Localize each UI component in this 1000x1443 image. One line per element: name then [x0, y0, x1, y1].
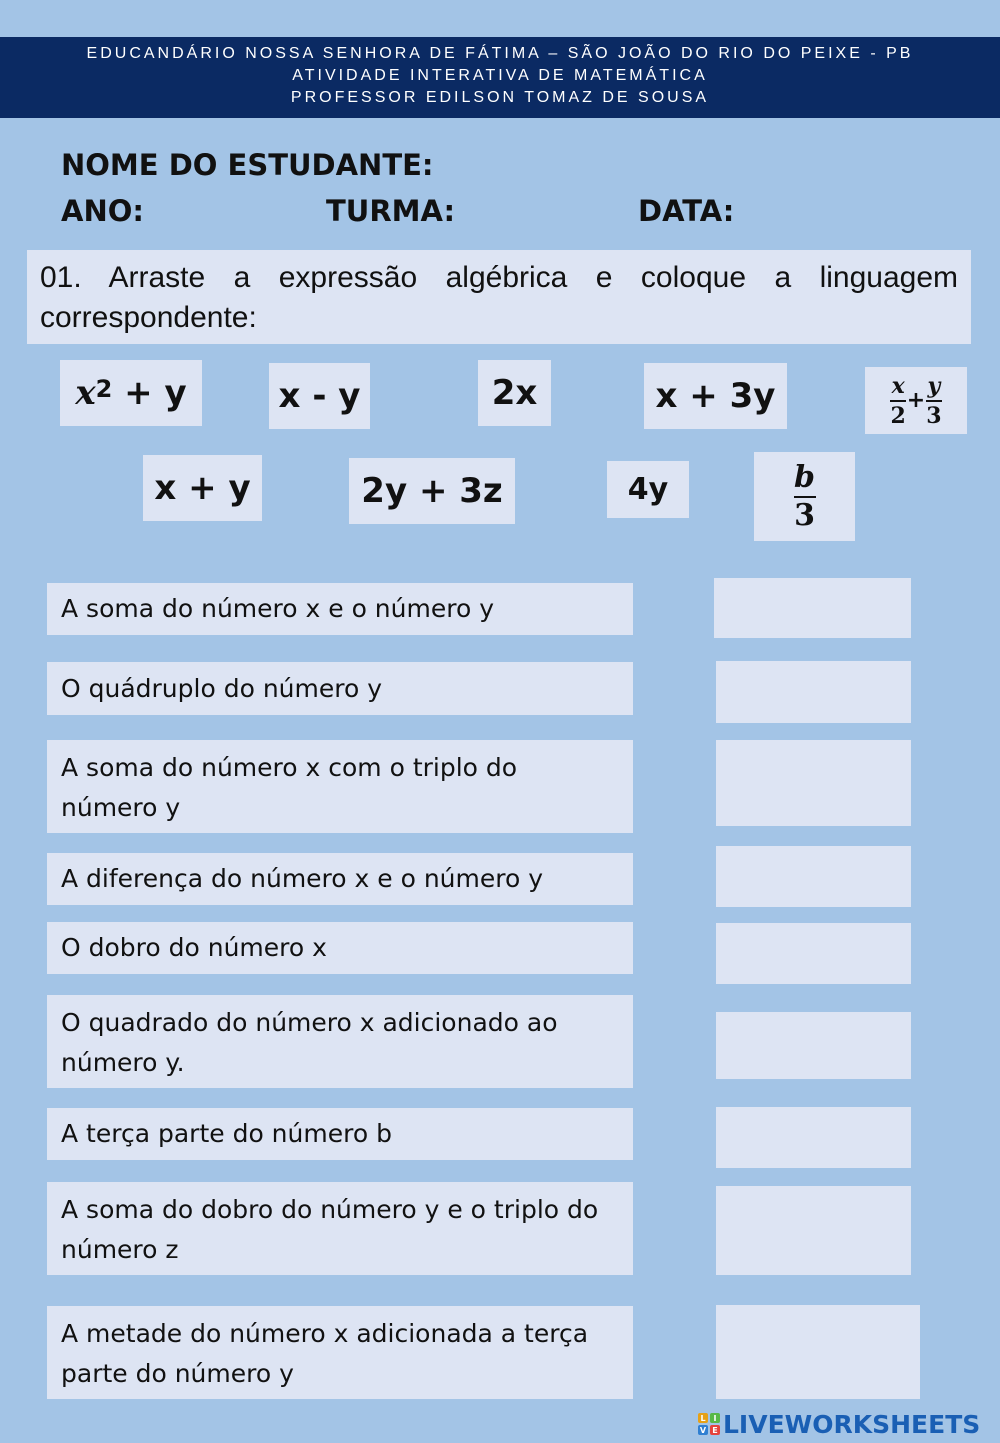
expr-base: x — [75, 373, 96, 413]
description-8: A soma do dobro do número y e o triplo do número z — [47, 1182, 633, 1275]
expr-b-third[interactable] — [754, 452, 855, 541]
drop-zone-2[interactable] — [716, 661, 911, 723]
school-name: EDUCANDÁRIO NOSSA SENHORA DE FÁTIMA – SÃO JOÃO DO RIO DO PEIXE - PB — [86, 45, 914, 62]
expr-exponent: 2 — [95, 375, 113, 403]
student-name-label: NOME DO ESTUDANTE: — [61, 148, 434, 182]
expr-x-half-plus-y-third[interactable] — [865, 367, 967, 434]
school-header — [0, 37, 1000, 118]
drop-zone-8[interactable] — [716, 1186, 911, 1275]
expr-x-plus-3y[interactable]: x + 3y — [644, 363, 787, 429]
fraction-b-over-3: $\frac{b}{3}$ — [794, 459, 815, 533]
liveworksheets-logo[interactable] — [698, 1407, 980, 1441]
drop-zone-7[interactable] — [716, 1107, 911, 1168]
drop-zone-6[interactable] — [716, 1012, 911, 1079]
drop-zone-9[interactable] — [716, 1305, 920, 1399]
year-label: ANO: — [61, 194, 144, 228]
description-1: A soma do número x e o número y — [47, 583, 633, 635]
expr-2x[interactable]: 2x — [478, 360, 551, 426]
class-label: TURMA: — [326, 194, 456, 228]
description-5: O dobro do número x — [47, 922, 633, 974]
teacher-name: PROFESSOR EDILSON TOMAZ DE SOUSA — [290, 89, 710, 106]
question-prompt: 01. Arraste a expressão algébrica e coloque a linguagem correspondente: — [27, 250, 971, 344]
description-4: A diferença do número x e o número y — [47, 853, 633, 905]
drop-zone-1[interactable] — [714, 578, 911, 638]
fraction-x-over-2: $\frac{x}{2}$ — [890, 372, 906, 429]
fraction-y-over-3: $\frac{y}{3}$ — [926, 372, 942, 429]
expr-x-minus-y[interactable]: x - y — [269, 363, 370, 429]
logo-icon: L I V E — [698, 1413, 720, 1435]
description-3: A soma do número x com o triplo do número y — [47, 740, 633, 833]
expr-rest: + y — [124, 373, 187, 413]
drop-zone-5[interactable] — [716, 923, 911, 984]
expr-x-plus-y[interactable]: x + y — [143, 455, 262, 521]
description-2: O quádruplo do número y — [47, 662, 633, 715]
expr-2y-plus-3z[interactable]: 2y + 3z — [349, 458, 515, 524]
drop-zone-4[interactable] — [716, 846, 911, 907]
expr-x-squared-plus-y[interactable] — [60, 360, 202, 426]
expr-4y[interactable]: 4y — [607, 461, 689, 518]
logo-text: LIVEWORKSHEETS — [723, 1409, 981, 1439]
plus-sign: + — [906, 388, 926, 413]
drop-zone-3[interactable] — [716, 740, 911, 826]
description-6: O quadrado do número x adicionado ao número y. — [47, 995, 633, 1088]
description-9: A metade do número x adicionada a terça parte do número y — [47, 1306, 633, 1399]
activity-title: ATIVIDADE INTERATIVA DE MATEMÁTICA — [292, 67, 708, 84]
date-label: DATA: — [638, 194, 735, 228]
description-7: A terça parte do número b — [47, 1108, 633, 1160]
